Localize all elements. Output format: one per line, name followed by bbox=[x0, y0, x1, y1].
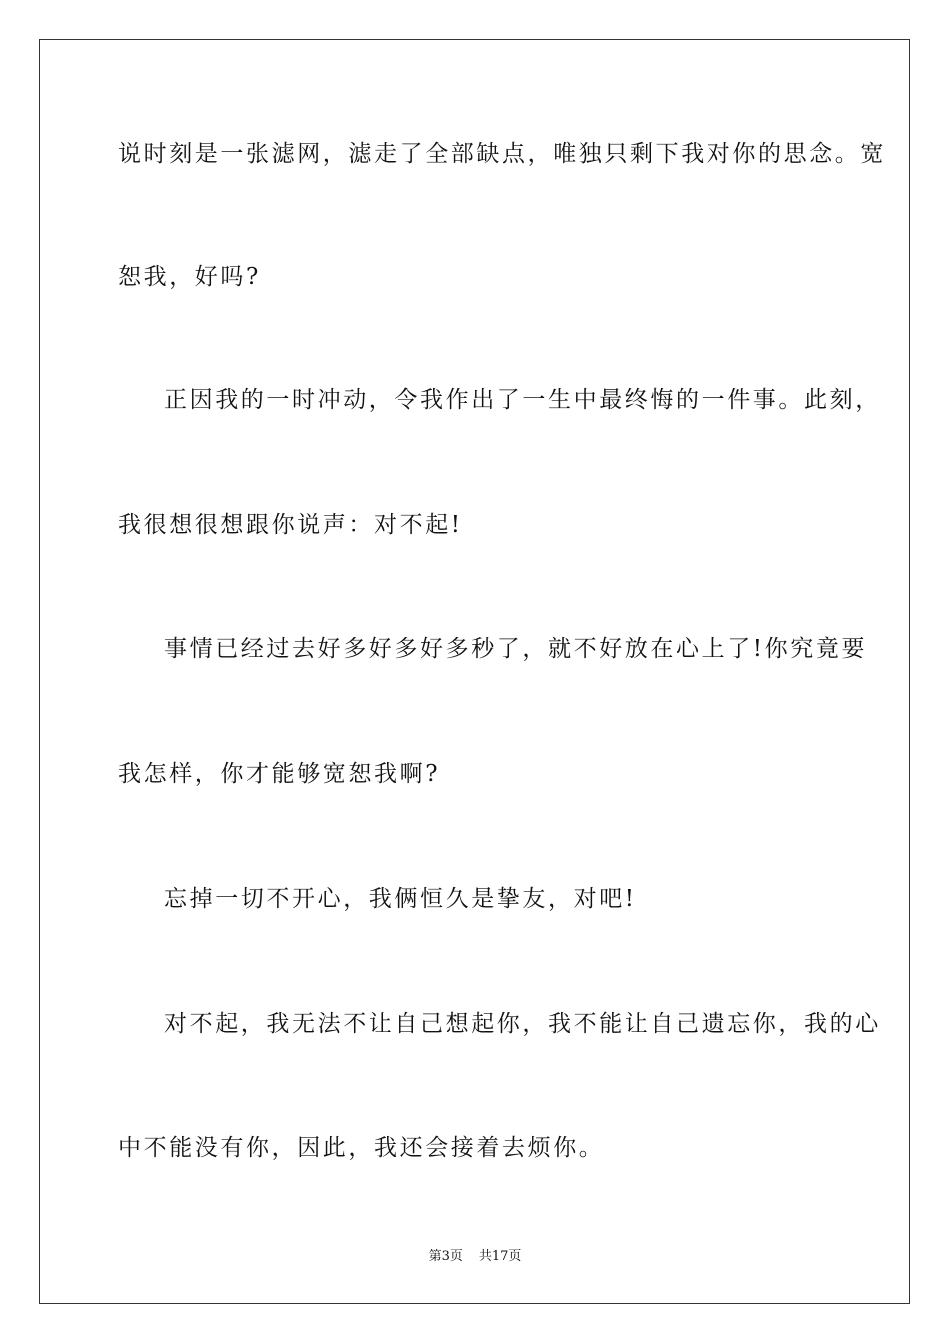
paragraph-line-9: 中不能没有你，因此，我还会接着去烦你。 bbox=[118, 1135, 605, 1161]
paragraph-line-4: 我很想很想跟你说声：对不起! bbox=[118, 512, 463, 538]
page-border bbox=[39, 39, 910, 1304]
paragraph-line-2: 恕我，好吗? bbox=[118, 264, 261, 290]
paragraph-line-6: 我怎样，你才能够宽恕我啊? bbox=[118, 761, 441, 787]
paragraph-line-3: 正因我的一时冲动，令我作出了一生中最终悔的一件事。此刻， bbox=[164, 387, 881, 413]
paragraph-line-5: 事情已经过去好多好多好多秒了，就不好放在心上了!你究竟要 bbox=[164, 636, 868, 662]
paragraph-line-1: 说时刻是一张滤网，滤走了全部缺点，唯独只剩下我对你的思念。宽 bbox=[118, 141, 886, 167]
paragraph-line-8: 对不起，我无法不让自己想起你，我不能让自己遗忘你，我的心 bbox=[164, 1011, 881, 1037]
paragraph-line-7: 忘掉一切不开心，我俩恒久是挚友，对吧! bbox=[164, 886, 637, 912]
page-number-current: 第3页 bbox=[428, 1249, 463, 1264]
page-number-total: 共17页 bbox=[478, 1249, 522, 1264]
page-footer bbox=[0, 1248, 950, 1266]
